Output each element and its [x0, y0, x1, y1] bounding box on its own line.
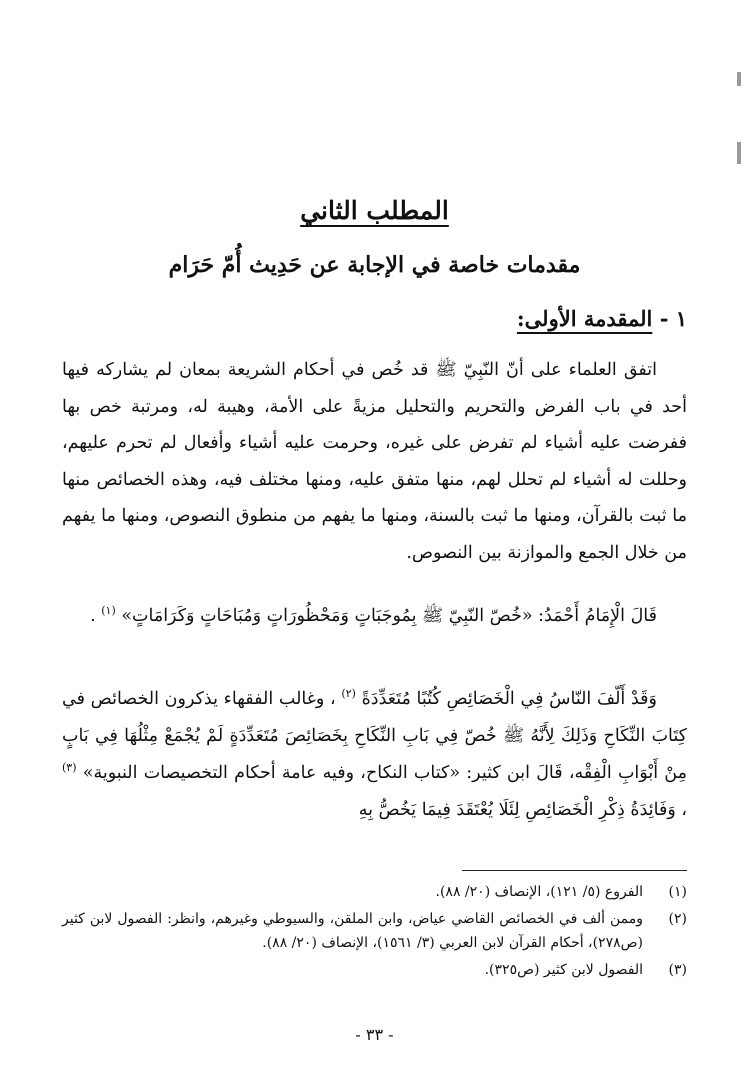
margin-scan-mark: [737, 72, 741, 86]
footnote-separator: [462, 870, 687, 871]
footnote-ref-3[interactable]: (٣): [62, 761, 77, 775]
footnote-item: [62, 958, 687, 982]
page-number: - ٣٣ -: [355, 1025, 394, 1044]
ahmad-quote-end: .: [90, 606, 96, 626]
intro-heading: [517, 306, 687, 331]
khasais-text-c: ، وَفَائِدَةُ ذِكْرِ الْخَصَائِصِ لِئَلَا يُعْتَقَدَ فِيمَا يَخُصُّ بِهِ: [358, 800, 687, 820]
footnotes-list: [62, 880, 687, 985]
footnote-text: الفصول لابن كثير (ص٣٢٥).: [484, 962, 643, 978]
section-title: المطلب الثاني: [300, 196, 449, 225]
paragraph-consensus: اتفق العلماء على أنّ النّبِيّ ﷺ قد خُص في أحكام الشريعة بمعان لم يشاركه فيها أحد في باب الفرض والتحريم والتحليل مزيةً على الأمة، وهيبة له، ومرتبة خص بها ففرضت عليه أشياء لم تفرض على غيره، وحرمت عليه أشياء وأفعال لم تحرم عليهم، وحللت له أشياء لم تحلل لهم، منها متفق عليه، ومنها مختلف فيه، وهذه الخصائص منها ما ثبت بالقرآن، ومنها ما ثبت بالسنة، ومنها ما يفهم من منطوق النصوص، ومنها ما يفهم من خلال الجمع والموازنة بين النصوص.: [62, 360, 687, 563]
footnote-ref-2[interactable]: (٢): [341, 687, 356, 701]
section-subtitle: مقدمات خاصة في الإجابة عن حَدِيث أُمّ حَرَام: [168, 252, 581, 278]
intro-label: المقدمة الأولى:: [516, 306, 653, 331]
footnote-item: [62, 907, 687, 955]
khasais-text-b: ، وغالب الفقهاء يذكرون الخصائص في كِتَابَ النِّكَاحِ وَذَلِكَ لِأَنَّهُ ﷺ خُصّ فِي بَابِ النِّكَاحِ بِخَصَائِصَ مُتَعَدِّدَةٍ لَمْ يُجْمَعْ مِثْلُهَا فِي بَابٍ مِنْ أَبْوَابِ الْفِقْه، قَالَ ابن كثير: «كتاب النكاح، وفيه عامة أحكام التخصيصات النبوية»: [62, 689, 687, 783]
footnote-text: وممن ألف في الخصائص القاضي عياض، وابن الملقن، والسيوطي وغيرهم، وانظر: الفصول لابن كثير (ص٢٧٨)، أحكام القرآن لابن العربي (٣/ ١٥٦١)، الإنصاف (٢٠/ ٨٨).: [62, 911, 643, 951]
paragraph-ahmad-quote: [62, 597, 687, 635]
footnote-text: الفروع (٥/ ١٢١)، الإنصاف (٢٠/ ٨٨).: [435, 884, 643, 900]
footnote-ref-1[interactable]: (١): [101, 604, 116, 618]
margin-scan-mark: [737, 142, 741, 164]
ahmad-quote-text: قَالَ الْإِمَامُ أَحْمَدُ: «خُصّ النّبِيّ ﷺ بِمُوجَبَاتٍ وَمَحْظُورَاتٍ وَمُبَاحَاتٍ وَكَرَامَاتٍ»: [121, 606, 657, 626]
paragraph-khasais-books: [62, 681, 687, 829]
footnote-number: (٣): [668, 962, 687, 978]
footnote-number: (١): [668, 884, 687, 900]
footnote-number: (٢): [668, 911, 687, 927]
khasais-text-a: وَقَدْ أَلّفَ النّاسُ فِي الْخَصَائِصِ كُتُبًا مُتَعَدِّدَةً: [361, 689, 657, 709]
intro-number: ١ -: [659, 306, 687, 331]
footnote-item: [62, 880, 687, 904]
document-page: [62, 0, 687, 1075]
